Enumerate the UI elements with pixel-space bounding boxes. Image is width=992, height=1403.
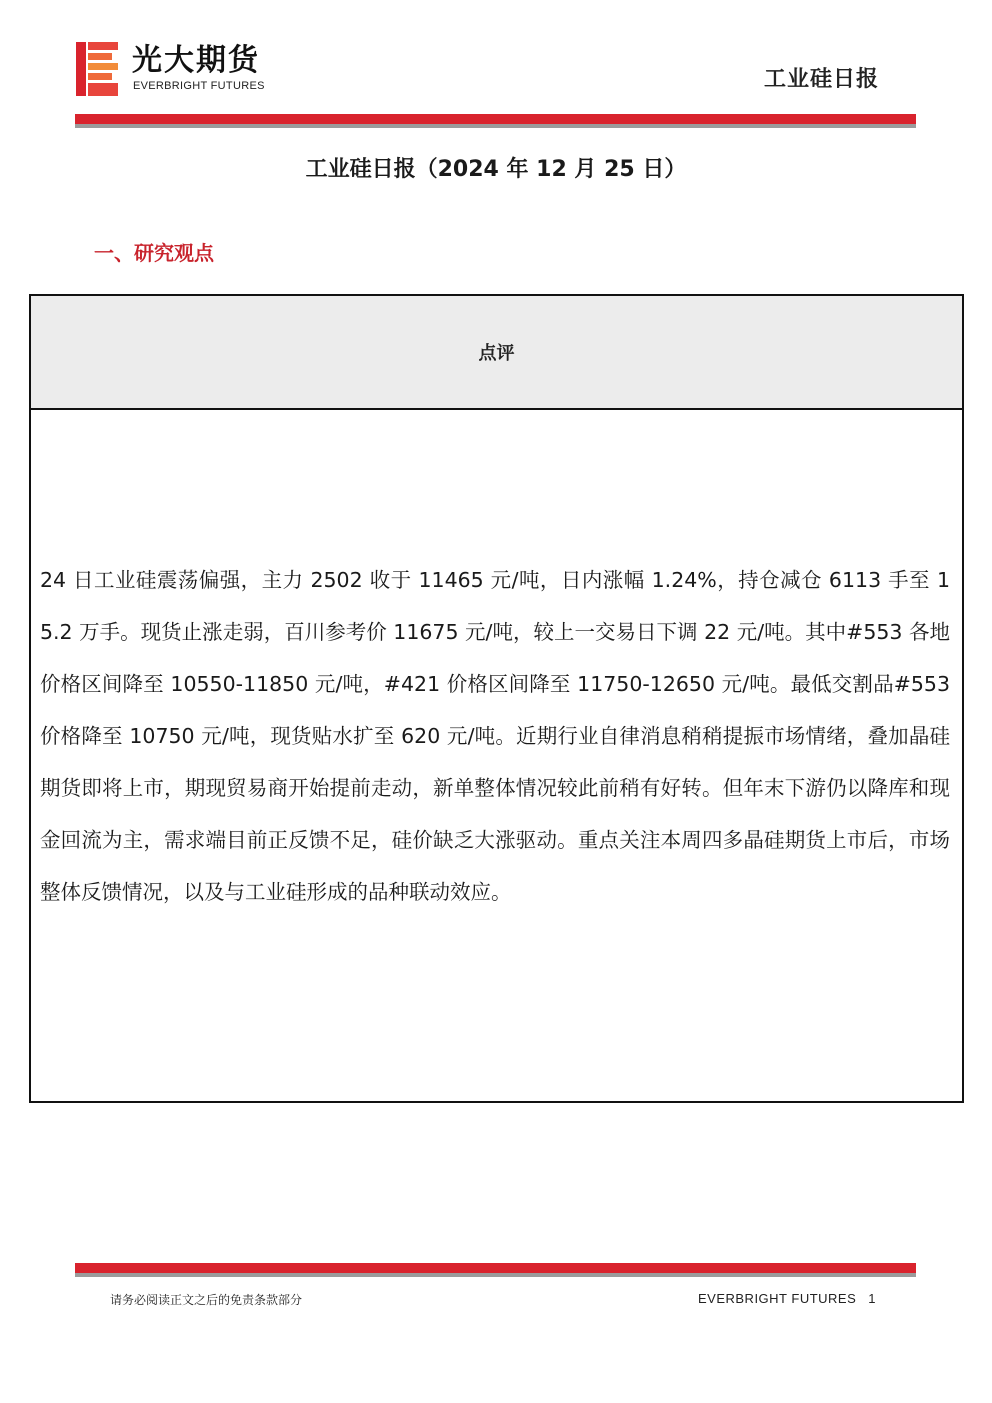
logo-chinese-name: 光大期货 [132,43,260,78]
table-header: 点评 [31,296,962,410]
logo-english-name: EVERBRIGHT FUTURES [133,80,265,92]
commentary-table [29,294,964,1103]
company-logo [76,42,296,98]
footer-divider [75,1263,916,1277]
everbright-logo-icon [76,42,118,96]
footer-company [698,1291,876,1306]
page-number: 1 [868,1291,876,1306]
header-divider [75,114,916,128]
document-title: 工业硅日报（2024 年 12 月 25 日） [305,157,687,182]
section-heading: 一、研究观点 [94,241,214,265]
footer-disclaimer: 请务必阅读正文之后的免责条款部分 [110,1293,303,1307]
report-title: 工业硅日报 [763,67,879,92]
commentary-text: 24 日工业硅震荡偏强，主力 2502 收于 11465 元/吨，日内涨幅 1.24%，持仓减仓 6113 手至 15.2 万手。现货止涨走弱，百川参考价 11675 元/吨，较上一交易日下调 22 元/吨。其中#553 各地价格区间降至 10550-11850 元/吨，#421 价格区间降至 11750-12650 元/吨。最低交割品#553 价格降至 10750 元/吨，现货贴水扩至 620 元/吨。近期行业自律消息稍稍提振市场情绪，叠加晶硅期货即将上市，期现贸易商开始提前走动，新单整体情况较此前稍有好转。但年末下游仍以降库和现金回流为主，需求端目前正反馈不足，硅价缺乏大涨驱动。重点关注本周四多晶硅期货上市后，市场整体反馈情况，以及与工业硅形成的品种联动效应。 [40,568,950,904]
footer-company-name: EVERBRIGHT FUTURES [697,1291,857,1306]
